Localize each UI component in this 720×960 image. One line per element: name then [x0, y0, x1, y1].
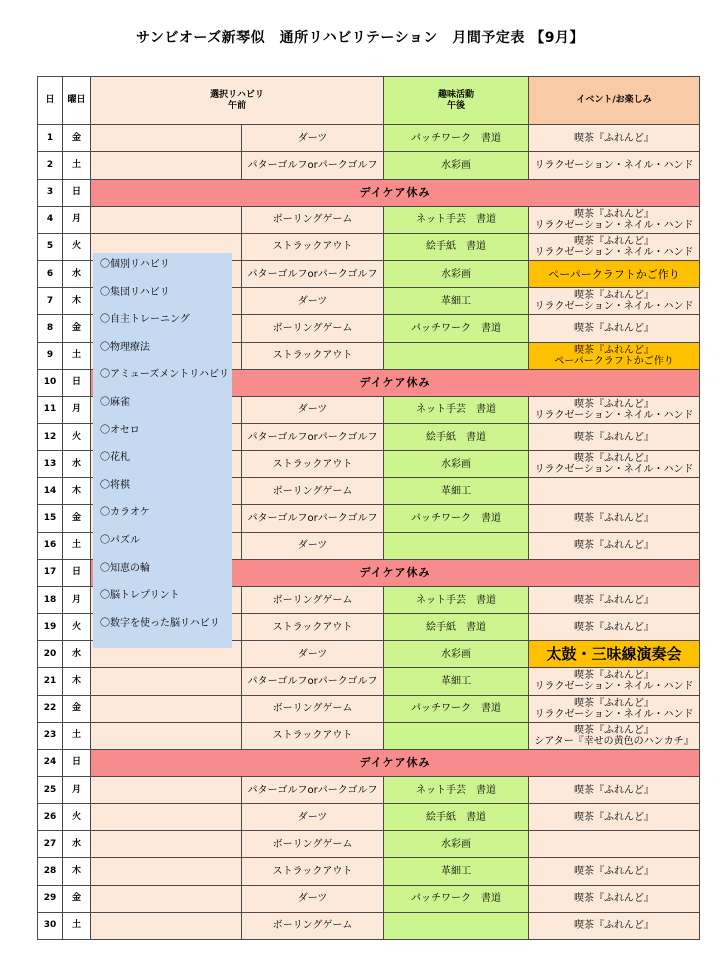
event-line1: リラクゼーション・ネイル・ハンド [534, 160, 694, 171]
event-line1: 喫茶『ふれんど』 [574, 670, 655, 682]
event-cell [529, 288, 700, 315]
weekday: 水 [63, 451, 91, 478]
weekday: 日 [63, 559, 91, 586]
header-day: 日 [38, 77, 63, 125]
weekday: 金 [63, 315, 91, 342]
hobby-activity: パッチワーク 書道 [384, 505, 529, 532]
event-cell [529, 451, 700, 478]
event-line2: リラクゼーション・ネイル・ハンド [534, 246, 694, 258]
hobby-activity: 絵手紙 書道 [384, 423, 529, 450]
morning-activity: ボーリングゲーム [242, 831, 384, 858]
event-cell [529, 831, 700, 858]
weekday: 木 [63, 858, 91, 885]
event-line2: リラクゼーション・ネイル・ハンド [534, 708, 694, 720]
day-row [38, 206, 700, 233]
morning-activity: パターゴルフorパークゴルフ [242, 152, 384, 179]
day-row [38, 152, 700, 179]
day-number: 18 [38, 586, 63, 613]
morning-activity: ストラックアウト [242, 233, 384, 260]
blank-cell [91, 152, 242, 179]
hobby-activity: 水彩画 [384, 261, 529, 288]
morning-activity: ダーツ [242, 641, 384, 668]
day-number: 21 [38, 668, 63, 695]
morning-activity: ダーツ [242, 396, 384, 423]
event-cell [529, 152, 700, 179]
hobby-activity: 水彩画 [384, 152, 529, 179]
morning-activity: パターゴルフorパークゴルフ [242, 423, 384, 450]
day-number: 14 [38, 478, 63, 505]
day-number: 9 [38, 342, 63, 369]
closed-day-row [38, 179, 700, 206]
day-number: 25 [38, 777, 63, 804]
morning-activity: パターゴルフorパークゴルフ [242, 777, 384, 804]
event-cell [529, 722, 700, 749]
closed-label: デイケア休み [91, 749, 700, 776]
event-cell [529, 668, 700, 695]
weekday: 日 [63, 749, 91, 776]
day-number: 15 [38, 505, 63, 532]
weekday: 水 [63, 261, 91, 288]
day-row [38, 858, 700, 885]
day-row [38, 125, 700, 152]
morning-activity: ストラックアウト [242, 722, 384, 749]
morning-activity: ストラックアウト [242, 451, 384, 478]
event-line1: 喫茶『ふれんど』 [574, 893, 655, 905]
rehab-menu-item: 〇将棋 [100, 479, 130, 491]
event-line1: 喫茶『ふれんど』 [574, 132, 655, 144]
event-cell [529, 641, 700, 668]
blank-cell [91, 858, 242, 885]
day-number: 22 [38, 695, 63, 722]
hobby-activity: パッチワーク 書道 [384, 695, 529, 722]
event-line1: 喫茶『ふれんど』 [574, 290, 655, 302]
hobby-activity: 革細工 [384, 288, 529, 315]
morning-activity: ダーツ [242, 804, 384, 831]
weekday: 土 [63, 532, 91, 559]
event-cell [529, 695, 700, 722]
rehab-menu-item: 〇アミューズメントリハビリ [100, 369, 229, 381]
blank-cell [91, 885, 242, 912]
event-cell [529, 315, 700, 342]
blank-cell [91, 777, 242, 804]
weekday: 土 [63, 912, 91, 939]
day-number: 30 [38, 912, 63, 939]
hobby-activity: 革細工 [384, 858, 529, 885]
blank-cell [91, 125, 242, 152]
event-cell [529, 804, 700, 831]
event-cell [529, 396, 700, 423]
day-row [38, 695, 700, 722]
header-row [38, 77, 700, 125]
event-line1: 喫茶『ふれんど』 [574, 724, 655, 736]
day-number: 2 [38, 152, 63, 179]
weekday: 火 [63, 804, 91, 831]
morning-activity: ストラックアウト [242, 614, 384, 641]
weekday: 日 [63, 369, 91, 396]
event-line2: リラクゼーション・ネイル・ハンド [534, 464, 694, 476]
day-number: 13 [38, 451, 63, 478]
weekday: 金 [63, 695, 91, 722]
event-line1: 喫茶『ふれんど』 [574, 811, 655, 823]
rehab-menu-item: 〇物理療法 [100, 341, 150, 353]
rehab-menu-item: 〇花札 [100, 452, 130, 464]
morning-activity: パターゴルフorパークゴルフ [242, 261, 384, 288]
weekday: 火 [63, 614, 91, 641]
event-cell [529, 261, 700, 288]
hobby-activity: 水彩画 [384, 451, 529, 478]
hobby-activity: 絵手紙 書道 [384, 233, 529, 260]
event-line1: 喫茶『ふれんど』 [574, 431, 655, 443]
event-line1: 喫茶『ふれんど』 [574, 208, 655, 220]
hobby-activity: 絵手紙 書道 [384, 804, 529, 831]
weekday: 木 [63, 288, 91, 315]
header-hobby-line2: 午後 [447, 100, 466, 111]
blank-cell [91, 722, 242, 749]
day-number: 28 [38, 858, 63, 885]
header-morning [91, 77, 384, 125]
weekday: 水 [63, 641, 91, 668]
hobby-activity: 水彩画 [384, 641, 529, 668]
morning-activity: ボーリングゲーム [242, 586, 384, 613]
rehab-menu-item: 〇麻雀 [100, 396, 130, 408]
day-row [38, 777, 700, 804]
blank-cell [91, 695, 242, 722]
hobby-activity: パッチワーク 書道 [384, 125, 529, 152]
weekday: 土 [63, 722, 91, 749]
day-number: 3 [38, 179, 63, 206]
weekday: 月 [63, 396, 91, 423]
day-row [38, 831, 700, 858]
hobby-activity [384, 532, 529, 559]
event-cell [529, 342, 700, 369]
hobby-activity: 水彩画 [384, 831, 529, 858]
weekday: 金 [63, 505, 91, 532]
blank-cell [91, 206, 242, 233]
event-line1: 喫茶『ふれんど』 [574, 398, 655, 410]
event-line1: 喫茶『ふれんど』 [574, 594, 655, 606]
event-line2: リラクゼーション・ネイル・ハンド [534, 301, 694, 313]
blank-cell [91, 912, 242, 939]
weekday: 月 [63, 777, 91, 804]
day-number: 6 [38, 261, 63, 288]
hobby-activity: ネット手芸 書道 [384, 586, 529, 613]
event-line1: 喫茶『ふれんど』 [574, 920, 655, 932]
day-number: 12 [38, 423, 63, 450]
header-morning-line2: 午前 [228, 100, 247, 111]
event-cell [529, 505, 700, 532]
morning-activity: ダーツ [242, 532, 384, 559]
rehab-menu-item: 〇パズル [100, 534, 140, 546]
event-line1: ペーパークラフトかご作り [548, 267, 680, 281]
morning-activity: ダーツ [242, 125, 384, 152]
morning-activity: ボーリングゲーム [242, 478, 384, 505]
day-number: 24 [38, 749, 63, 776]
hobby-activity: ネット手芸 書道 [384, 206, 529, 233]
event-line1: 喫茶『ふれんど』 [574, 344, 655, 356]
day-number: 8 [38, 315, 63, 342]
weekday: 金 [63, 885, 91, 912]
weekday: 火 [63, 233, 91, 260]
day-number: 19 [38, 614, 63, 641]
rehab-menu-item: 〇オセロ [100, 424, 140, 436]
day-row [38, 722, 700, 749]
closed-label: デイケア休み [91, 179, 700, 206]
day-row [38, 804, 700, 831]
weekday: 木 [63, 478, 91, 505]
event-cell [529, 233, 700, 260]
rehab-menu-item: 〇個別リハビリ [100, 259, 170, 270]
blank-cell [91, 804, 242, 831]
event-cell [529, 885, 700, 912]
event-cell [529, 912, 700, 939]
morning-activity: ダーツ [242, 885, 384, 912]
header-event: イベント/お楽しみ [529, 77, 700, 125]
day-number: 10 [38, 369, 63, 396]
day-number: 16 [38, 532, 63, 559]
rehab-menu-panel [93, 253, 232, 648]
closed-day-row [38, 749, 700, 776]
morning-activity: ストラックアウト [242, 342, 384, 369]
event-line1: 喫茶『ふれんど』 [574, 453, 655, 465]
event-cell [529, 586, 700, 613]
morning-activity: ボーリングゲーム [242, 912, 384, 939]
weekday: 土 [63, 342, 91, 369]
day-number: 29 [38, 885, 63, 912]
header-weekday: 曜日 [63, 77, 91, 125]
day-number: 7 [38, 288, 63, 315]
day-number: 1 [38, 125, 63, 152]
day-row [38, 912, 700, 939]
blank-cell [91, 831, 242, 858]
rehab-menu-item: 〇集団リハビリ [100, 286, 170, 298]
hobby-activity: 革細工 [384, 478, 529, 505]
event-cell [529, 125, 700, 152]
event-line1: 喫茶『ふれんど』 [574, 513, 655, 525]
event-line2: リラクゼーション・ネイル・ハンド [534, 681, 694, 693]
weekday: 日 [63, 179, 91, 206]
day-number: 17 [38, 559, 63, 586]
morning-activity: パターゴルフorパークゴルフ [242, 668, 384, 695]
rehab-menu-item: 〇数字を使った脳リハビリ [100, 617, 220, 629]
morning-activity: ダーツ [242, 288, 384, 315]
event-cell [529, 423, 700, 450]
day-number: 20 [38, 641, 63, 668]
day-number: 11 [38, 396, 63, 423]
day-number: 5 [38, 233, 63, 260]
weekday: 月 [63, 206, 91, 233]
day-number: 23 [38, 722, 63, 749]
day-number: 26 [38, 804, 63, 831]
event-line1: 太鼓・三味線演奏会 [546, 645, 682, 664]
header-hobby-line1: 趣味活動 [438, 89, 475, 100]
morning-activity: ボーリングゲーム [242, 695, 384, 722]
event-line1: 喫茶『ふれんど』 [574, 866, 655, 878]
hobby-activity [384, 722, 529, 749]
event-cell [529, 206, 700, 233]
event-line1: 喫茶『ふれんど』 [574, 697, 655, 709]
hobby-activity: 革細工 [384, 668, 529, 695]
event-cell [529, 478, 700, 505]
hobby-activity: 絵手紙 書道 [384, 614, 529, 641]
hobby-activity: パッチワーク 書道 [384, 315, 529, 342]
day-number: 27 [38, 831, 63, 858]
morning-activity: ストラックアウト [242, 858, 384, 885]
event-line2: ペーパークラフトかご作り [554, 355, 674, 367]
rehab-menu-item: 〇カラオケ [100, 507, 150, 519]
hobby-activity: ネット手芸 書道 [384, 777, 529, 804]
morning-activity: ボーリングゲーム [242, 206, 384, 233]
hobby-activity [384, 912, 529, 939]
weekday: 木 [63, 668, 91, 695]
event-cell [529, 858, 700, 885]
event-line1: 喫茶『ふれんど』 [574, 621, 655, 633]
event-cell [529, 614, 700, 641]
day-number: 4 [38, 206, 63, 233]
event-line1: 喫茶『ふれんど』 [574, 784, 655, 796]
morning-activity: パターゴルフorパークゴルフ [242, 505, 384, 532]
header-morning-line1: 選択リハビリ [210, 89, 264, 100]
event-cell [529, 532, 700, 559]
event-line2: リラクゼーション・ネイル・ハンド [534, 219, 694, 231]
weekday: 金 [63, 125, 91, 152]
event-line1: 喫茶『ふれんど』 [574, 235, 655, 247]
weekday: 水 [63, 831, 91, 858]
morning-activity: ボーリングゲーム [242, 315, 384, 342]
rehab-menu-item: 〇脳トレプリント [100, 590, 180, 602]
page-title: サンビオーズ新琴似 通所リハビリテーション 月間予定表 【9月】 [136, 30, 584, 46]
blank-cell [91, 668, 242, 695]
header-hobby [384, 77, 529, 125]
weekday: 月 [63, 586, 91, 613]
closed-label: デイケア休み [91, 369, 700, 396]
event-line1: 喫茶『ふれんど』 [574, 322, 655, 334]
hobby-activity [384, 342, 529, 369]
hobby-activity: パッチワーク 書道 [384, 885, 529, 912]
weekday: 火 [63, 423, 91, 450]
day-row [38, 885, 700, 912]
hobby-activity: ネット手芸 書道 [384, 396, 529, 423]
day-row [38, 668, 700, 695]
event-line1: 喫茶『ふれんど』 [574, 540, 655, 552]
weekday: 土 [63, 152, 91, 179]
event-cell [529, 777, 700, 804]
closed-label: デイケア休み [91, 559, 700, 586]
rehab-menu-item: 〇知恵の輪 [100, 562, 150, 574]
event-line2: シアター『幸せの黄色のハンカチ』 [534, 735, 694, 747]
rehab-menu-item: 〇自主トレーニング [100, 314, 190, 326]
event-line2: リラクゼーション・ネイル・ハンド [534, 409, 694, 421]
